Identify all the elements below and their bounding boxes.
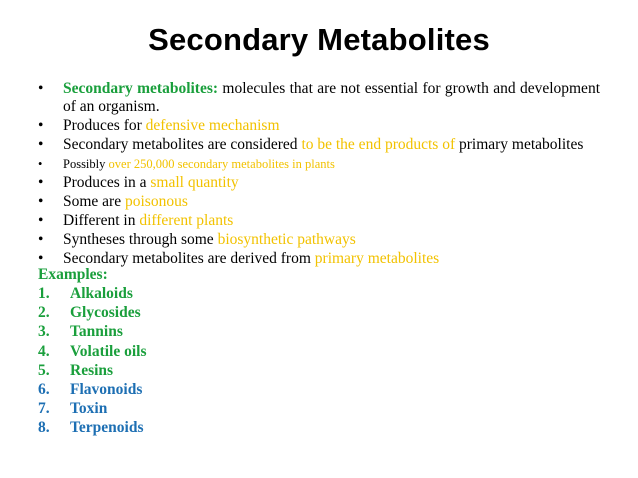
bullet-text: Produces in a — [63, 174, 151, 191]
bullet-highlight: biosynthetic pathways — [217, 231, 356, 248]
example-item — [38, 380, 147, 399]
bullet-icon: • — [38, 231, 44, 248]
bullet-item — [38, 136, 600, 154]
examples-section — [38, 265, 147, 438]
example-item — [38, 361, 147, 380]
bullet-text: Secondary metabolites are considered — [63, 136, 302, 153]
example-number: 6. — [38, 381, 50, 399]
bullet-item — [38, 155, 600, 173]
bullet-icon: • — [38, 174, 44, 191]
bullet-highlight: defensive mechanism — [145, 117, 280, 134]
bullet-item — [38, 117, 600, 135]
bullet-text: Different in — [63, 212, 140, 229]
bullet-item — [38, 193, 600, 211]
bullet-text: primary metabolites — [458, 136, 584, 153]
example-number: 1. — [38, 285, 50, 302]
bullet-highlight: to be the end products of — [301, 136, 459, 153]
bullet-text: molecules that are not essential for growth and development of an organism. — [63, 80, 600, 115]
example-label: Toxin — [70, 400, 108, 418]
bullet-text: Some are — [63, 193, 125, 210]
bullet-icon: • — [38, 212, 44, 229]
bullet-highlight: small quantity — [150, 174, 239, 191]
bullet-item — [38, 231, 600, 249]
bullet-icon: • — [38, 80, 44, 97]
examples-heading: Examples: — [38, 266, 108, 283]
example-label: Glycosides — [70, 304, 141, 322]
bullet-icon: • — [38, 193, 44, 210]
bullet-lead: Secondary metabolites: — [63, 80, 219, 97]
bullet-highlight: different plants — [139, 212, 234, 229]
example-label: Resins — [70, 361, 114, 379]
bullet-icon: • — [38, 157, 43, 171]
bullet-highlight: over 250,000 secondary metabolites in plants — [108, 157, 335, 171]
bullet-item — [38, 212, 600, 230]
bullet-highlight: primary metabolites — [314, 250, 440, 267]
bullet-list — [38, 80, 600, 269]
example-item — [38, 399, 147, 418]
example-number: 2. — [38, 304, 50, 322]
bullet-item — [38, 174, 600, 192]
example-item — [38, 303, 147, 322]
example-item — [38, 342, 147, 361]
example-label: Alkaloids — [70, 285, 133, 302]
bullet-icon: • — [38, 136, 44, 153]
bullet-highlight: poisonous — [124, 193, 188, 210]
bullet-text: Syntheses through some — [63, 231, 218, 248]
example-label: Volatile oils — [70, 342, 147, 360]
example-number: 5. — [38, 361, 50, 379]
example-number: 4. — [38, 342, 50, 360]
example-number: 3. — [38, 323, 50, 341]
slide-title: Secondary Metabolites — [148, 22, 490, 57]
example-item — [38, 284, 147, 303]
bullet-text: Produces for — [63, 117, 146, 134]
example-label: Flavonoids — [70, 381, 143, 399]
example-label: Terpenoids — [70, 419, 144, 437]
bullet-item — [38, 80, 600, 116]
bullet-icon: • — [38, 250, 44, 267]
example-item — [38, 418, 147, 437]
example-number: 7. — [38, 400, 50, 418]
example-label: Tannins — [70, 323, 123, 341]
example-item — [38, 322, 147, 341]
bullet-text: Secondary metabolites are derived from — [63, 250, 315, 267]
bullet-icon: • — [38, 117, 44, 134]
bullet-text: Possibly — [63, 157, 109, 171]
example-number: 8. — [38, 419, 50, 437]
